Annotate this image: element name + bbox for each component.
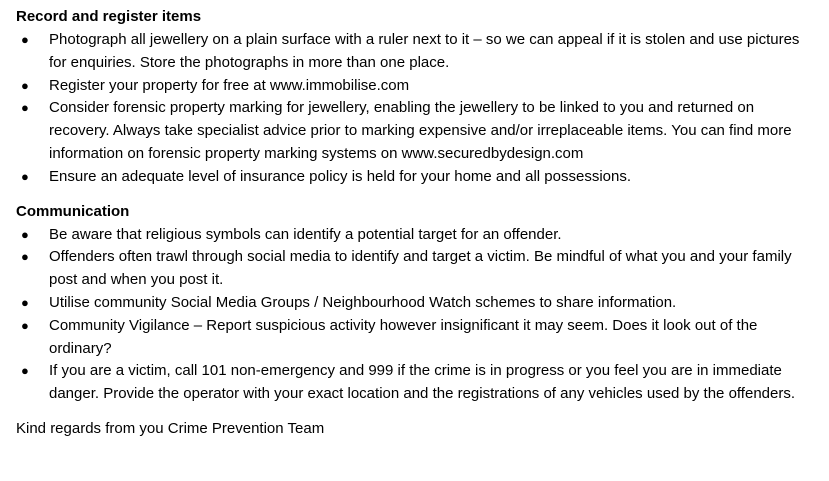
list-item: [16, 75, 829, 98]
list-item-text: Be aware that religious symbols can identify a potential target for an offender.: [49, 225, 562, 243]
section-communication: [16, 201, 829, 406]
list-item: [16, 246, 829, 292]
section-spacer: [16, 406, 829, 418]
list-item-text: Register your property for free at www.immobilise.com: [49, 76, 410, 94]
section-record-register: [16, 6, 829, 189]
section-heading: Record and register items: [16, 8, 202, 25]
bullet-icon: ●: [21, 32, 29, 47]
list-item-text: Photograph all jewellery on a plain surface with a ruler next to it – so we can appeal if it is stolen and use pictures for enquiries. Store the photographs in more than one place.: [49, 31, 800, 71]
bullet-icon: ●: [21, 294, 29, 310]
list-item: [16, 29, 829, 75]
list-item-text: Utilise community Social Media Groups / Neighbourhood Watch schemes to share information.: [49, 293, 677, 311]
list-item-text: Offenders often trawl through social media to identify and target a victim. Be mindful of what you and your family post and when you post it.: [49, 248, 792, 289]
section-spacer: [16, 189, 829, 201]
list-item: [16, 224, 829, 247]
bullet-icon: ●: [21, 226, 29, 242]
section-heading: Communication: [16, 202, 130, 220]
list-item: [16, 360, 829, 406]
list-item-text: Community Vigilance – Report suspicious activity however insignificant it may seem. Does it look out of the ordinary?: [49, 316, 758, 357]
list-item-text: Consider forensic property marking for jewellery, enabling the jewellery to be linked to you and returned on recovery. Always take specialist advice prior to marking expensive and/or irreplaceable items. You can find more information on forensic property marking systems on www.securedbydesign.com: [49, 99, 792, 162]
bullet-icon: ●: [21, 363, 29, 379]
bullet-icon: ●: [21, 100, 29, 116]
list-item-text: If you are a victim, call 101 non-emergency and 999 if the crime is in progress or you feel you are in immediate danger. Provide the operator with your exact location and the registrations of any vehicles used by the offenders.: [49, 362, 796, 403]
list-item-text: Ensure an adequate level of insurance policy is held for your home and all possessions.: [49, 167, 632, 185]
bullet-icon: ●: [21, 77, 29, 93]
bullet-icon: ●: [21, 168, 29, 184]
list-item: [16, 166, 829, 189]
signoff-text: Kind regards from you Crime Prevention Team: [16, 419, 325, 437]
bullet-icon: ●: [21, 317, 29, 333]
list-item: [16, 97, 829, 165]
list-item: [16, 292, 829, 315]
list-item: [16, 315, 829, 361]
bullet-icon: ●: [21, 249, 29, 265]
bullet-list: [16, 224, 829, 406]
bullet-list: [16, 29, 829, 189]
